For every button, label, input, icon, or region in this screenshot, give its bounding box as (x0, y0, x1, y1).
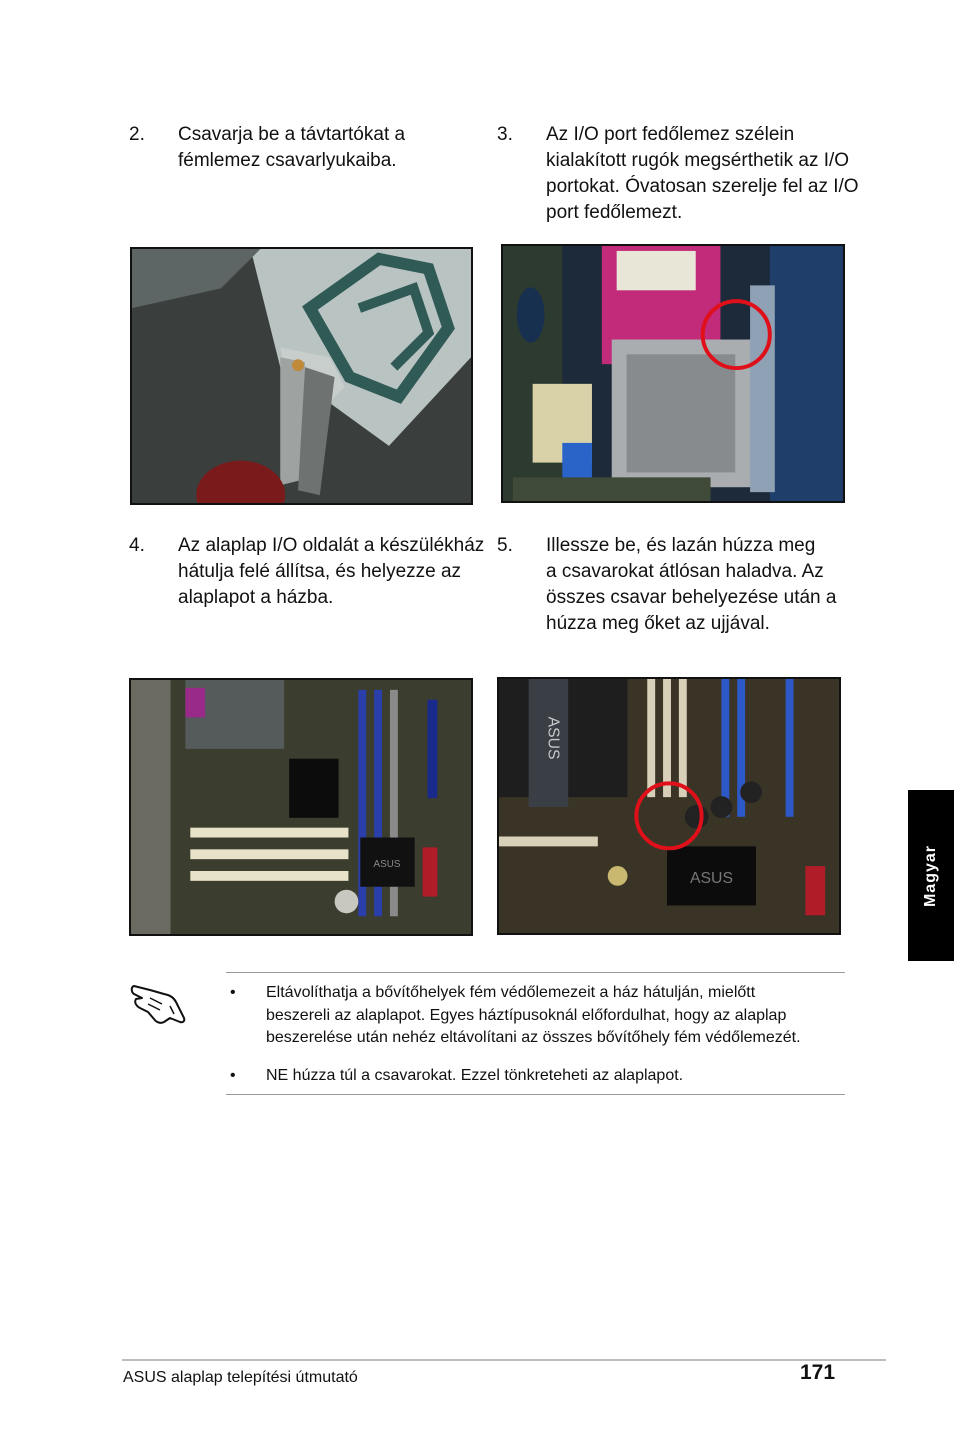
bullet: • (230, 1067, 236, 1084)
step-number: 5. (497, 535, 513, 556)
motherboard-illustration (131, 680, 471, 934)
photo-standoff-install (130, 247, 473, 505)
bullet: • (230, 984, 236, 1001)
language-tab-label: Magyar (922, 844, 939, 907)
step-4 (129, 533, 529, 613)
board-logo-text: ASUS (689, 869, 734, 887)
step-3 (497, 122, 887, 232)
note-text: Eltávolíthatja a bővítőhelyek fém védőlemezeit a ház hátulján, mielőtt beszereli az alaplapot. Egyes háztípusoknál előfordulhat, hogy az alaplap beszerelése után nehéz eltávolítani az összes bővítőhely fém védőlemezét. (266, 984, 801, 1046)
step-5 (497, 533, 887, 643)
step-text: Az I/O port fedőlemez szélein kialakított rugók megsérthetik az I/O portokat. Óvatosan szerelje fel az I/O port fedőlemezt. (546, 124, 859, 223)
step-text: Csavarja be a távtartókat a fémlemez csavarlyukaiba. (178, 124, 406, 171)
screws-illustration (499, 679, 839, 933)
photo-motherboard-placement (129, 678, 473, 936)
note-top-rule (226, 972, 845, 973)
standoff-illustration (132, 249, 471, 503)
step-text: Illessze be, és lazán húzza meg a csavarokat átlósan haladva. Az összes csavar behelyezése után a húzza meg őket az ujjával. (546, 535, 837, 634)
note-icon (130, 978, 188, 1028)
photo-io-shield (501, 244, 845, 503)
step-text: Az alaplap I/O oldalát a készülékház hátulja felé állítsa, és helyezze az alaplapot a házba. (178, 535, 485, 608)
page-number: 171 (800, 1361, 836, 1384)
photo-screws (497, 677, 841, 935)
step-number: 2. (129, 124, 145, 145)
board-logo-text: ASUS (373, 859, 401, 871)
step-number: 3. (497, 124, 513, 145)
footer-rule (122, 1359, 886, 1361)
step-number: 4. (129, 535, 145, 556)
pointing-hand-icon (130, 978, 188, 1028)
note-item-2 (230, 1065, 850, 1089)
board-logo-text: ASUS (544, 716, 562, 760)
note-item-1 (230, 982, 850, 1052)
io-shield-illustration (503, 246, 843, 501)
note-text: NE húzza túl a csavarokat. Ezzel tönkreteheti az alaplapot. (266, 1067, 684, 1084)
note-bottom-rule (226, 1094, 845, 1095)
language-side-tab (908, 790, 954, 961)
footer-title: ASUS alaplap telepítési útmutató (123, 1369, 358, 1386)
step-2 (129, 122, 469, 182)
